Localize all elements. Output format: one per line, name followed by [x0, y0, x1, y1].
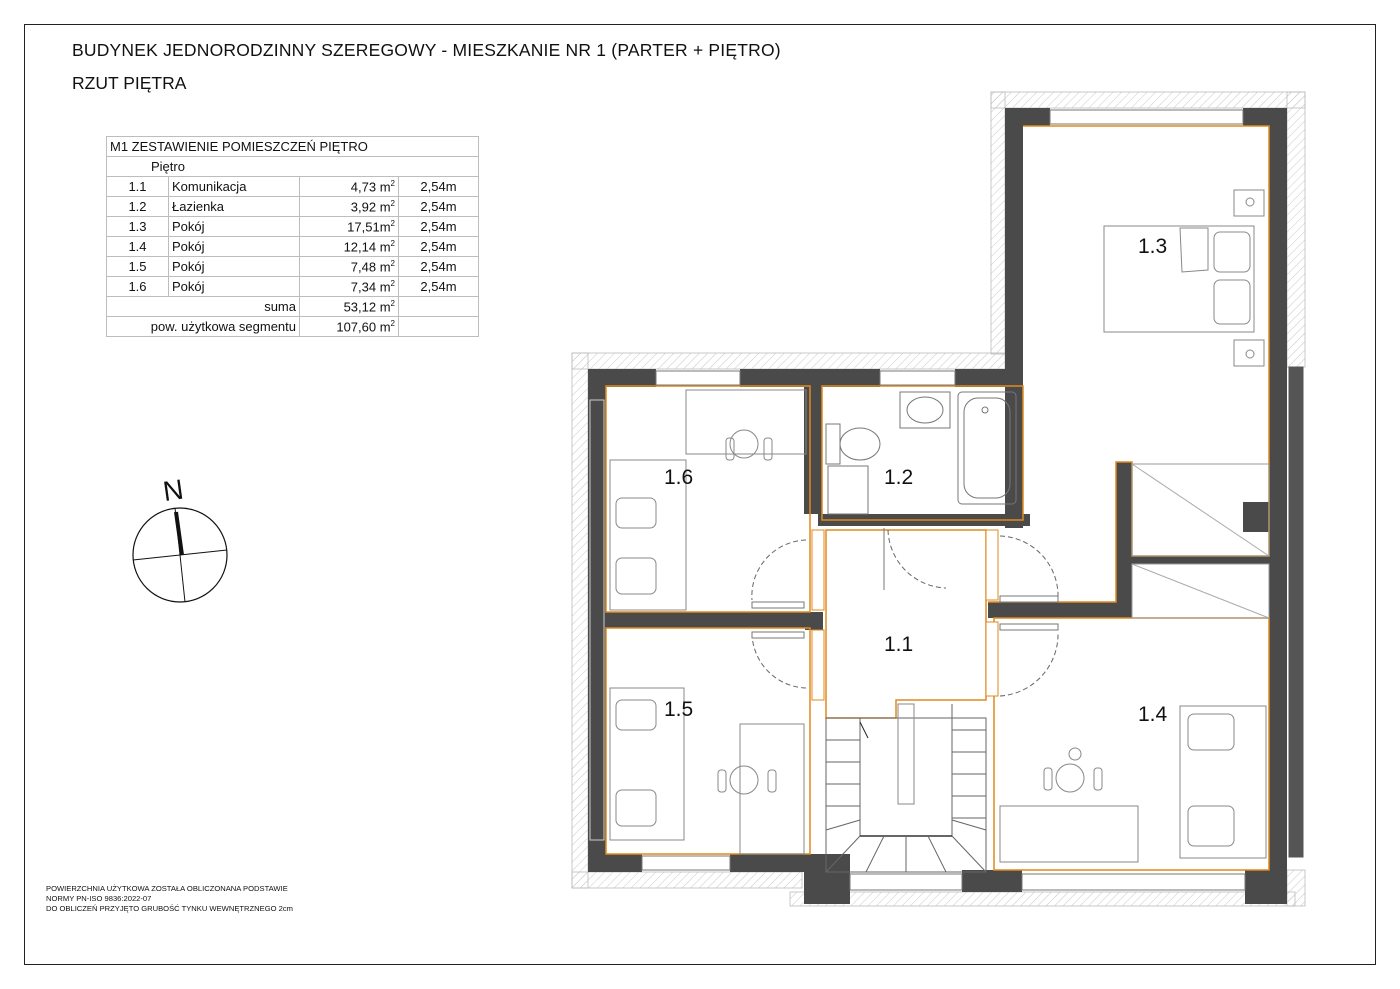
room-area: $17,51m^2$	[300, 217, 399, 237]
room-name: Pokój	[169, 257, 300, 277]
room-label-1-3: 1.3	[1138, 235, 1168, 258]
footer-note	[46, 884, 293, 914]
wall	[588, 369, 606, 872]
footer-line: DO OBLICZEŃ PRZYJĘTO GRUBOŚĆ TYNKU WEWNĘTRZNEGO 2cm	[46, 904, 293, 913]
room-height: 2,54m	[399, 197, 479, 217]
room-label-1-5: 1.5	[664, 698, 694, 721]
compass-icon	[133, 474, 227, 602]
room-area: 7,48 $m^2$	[300, 257, 399, 277]
wall	[962, 870, 1022, 892]
room-name: Łazienka	[169, 197, 300, 217]
room-label-1-4: 1.4	[1138, 703, 1168, 726]
door-swing	[888, 530, 946, 588]
door-swing	[752, 540, 806, 600]
usable-area-label: pow. użytkowa segmentu	[107, 317, 300, 337]
wall	[588, 854, 642, 872]
wall	[955, 369, 1023, 387]
door-swing	[752, 630, 806, 688]
room-height: 2,54m	[399, 257, 479, 277]
wall	[1116, 556, 1287, 564]
room-name: Pokój	[169, 217, 300, 237]
drawing-title: BUDYNEK JEDNORODZINNY SZEREGOWY - MIESZKANIE NR 1 (PARTER + PIĘTRO)	[72, 40, 781, 60]
room-no: 1.5	[107, 257, 169, 277]
room-label-1-6: 1.6	[664, 466, 694, 489]
wall	[1005, 108, 1023, 528]
room-height: 2,54m	[399, 237, 479, 257]
walls	[588, 108, 1287, 904]
room-area: 12,14 $m^2$	[300, 237, 399, 257]
room-label-1-1: 1.1	[884, 633, 914, 656]
wall	[804, 384, 822, 514]
window	[1050, 110, 1243, 124]
room-name: Komunikacja	[169, 177, 300, 197]
wall	[1243, 502, 1269, 532]
room-height: 2,54m	[399, 177, 479, 197]
bed	[1104, 226, 1254, 332]
windows	[590, 110, 1303, 890]
bed	[1180, 706, 1266, 858]
desk	[1000, 806, 1138, 862]
wall	[606, 612, 806, 628]
wall	[988, 602, 1132, 618]
window	[1289, 367, 1303, 857]
room-area: 7,34 $m^2$	[300, 277, 399, 297]
window	[850, 874, 962, 890]
door-swing	[1000, 536, 1058, 598]
wall	[1116, 462, 1132, 608]
usable-area-value: 107,60 $m^2$	[300, 317, 399, 337]
window	[642, 856, 730, 870]
toilet	[826, 424, 840, 464]
room-height: 2,54m	[399, 217, 479, 237]
sum-label: suma	[107, 297, 300, 317]
wall	[1269, 108, 1287, 888]
footer-line: POWIERZCHNIA UŻYTKOWA ZOSTAŁA OBLICZONANA PODSTAWIE	[46, 884, 288, 893]
insulation-layer	[572, 92, 1305, 906]
window	[1022, 874, 1245, 890]
room-area: 3,92 $m^2$	[300, 197, 399, 217]
desk	[686, 390, 806, 454]
sum-value: 53,12 $m^2$	[300, 297, 399, 317]
room-label-1-2: 1.2	[884, 466, 914, 489]
door-swing	[1000, 632, 1058, 696]
table-title: M1 ZESTAWIENIE POMIESZCZEŃ PIĘTRO	[107, 137, 479, 157]
desk	[740, 724, 804, 854]
bathroom-fixtures	[826, 392, 1016, 514]
room-no: 1.6	[107, 277, 169, 297]
room-area: 4,73 $m^2$	[300, 177, 399, 197]
drawing-subtitle: RZUT PIĘTRA	[72, 73, 187, 93]
room-no: 1.1	[107, 177, 169, 197]
room-no: 1.3	[107, 217, 169, 237]
room-outlines	[606, 126, 1269, 870]
room-name: Pokój	[169, 277, 300, 297]
wall	[804, 854, 850, 904]
room-no: 1.2	[107, 197, 169, 217]
window	[880, 371, 955, 385]
room-name: Pokój	[169, 237, 300, 257]
window	[656, 371, 740, 385]
table-level: Piętro	[107, 157, 479, 177]
footer-line: NORMY PN-ISO 9836:2022-07	[46, 894, 152, 903]
compass-north-label: N	[160, 473, 186, 508]
room-height: 2,54m	[399, 277, 479, 297]
wall	[1245, 870, 1287, 904]
room-no: 1.4	[107, 237, 169, 257]
